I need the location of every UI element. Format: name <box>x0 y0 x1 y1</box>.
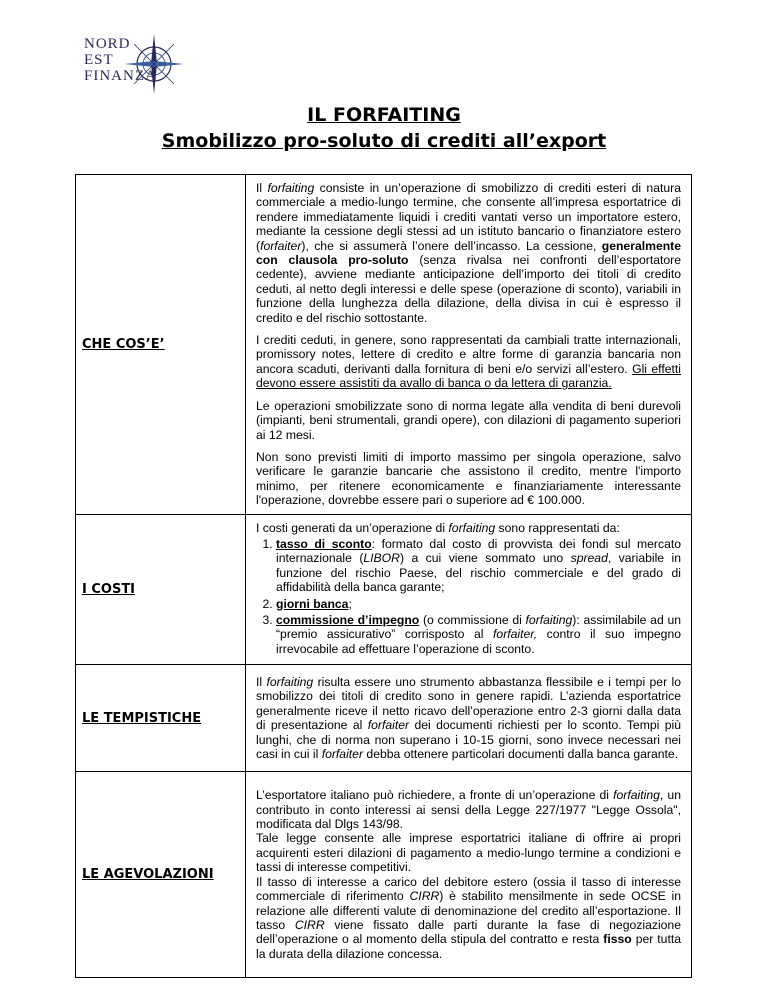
logo-text-nord: NORD <box>84 36 131 52</box>
paragraph: I crediti ceduti, in genere, sono rappresentati da cambiali tratte internazionali, promissory notes, lettere di credito e altre forme di garanzia bancaria non ancora scaduti, derivanti dalla fornitura di beni e/o servizi all’estero. Gli effetti devono essere assistiti da avallo di banca o da lettera di garanzia. <box>256 333 681 391</box>
paragraph: Le operazioni smobilizzate sono di norma legate alla vendita di beni durevoli (impianti, beni strumentali, grandi opere), con dilazioni di pagamento superiori ai 12 mesi. <box>256 398 681 442</box>
logo-text-finanza: FINANZA <box>84 68 157 84</box>
list-item: 2. giorni banca; <box>276 597 681 611</box>
row-tempistiche <box>76 665 692 772</box>
page-subtitle: Smobilizzo pro-soluto di crediti all’export <box>161 130 607 152</box>
info-table <box>75 174 692 978</box>
paragraph: Il tasso di interesse a carico del debitore estero (ossia il tasso di interesse commerciale di riferimento CIRR) è stabilito mensilmente in sede OCSE in relazione alle differenti valute di denominazione del credito all’esportazione. Il tasso CIRR viene fissato dalle parti durante la fase di negoziazione dell’operazione o al momento della stipula del contratto e resta fisso per tutta la durata della dilazione concessa. <box>256 874 681 961</box>
content-tempistiche <box>246 665 692 772</box>
company-logo <box>78 30 188 100</box>
label-agevolazioni: LE AGEVOLAZIONI <box>76 772 246 978</box>
row-agevolazioni <box>76 772 692 978</box>
content-che-cose <box>246 175 692 515</box>
paragraph: Non sono previsti limiti di importo massimo per singola operazione, salvo verificare le garanzie bancarie che assistono il credito, mentre l'importo minimo, per ritenere economicamente e finanziariamente interessante l'operazione, dovrebbe essere pari o superiore ad € 100.000. <box>256 449 681 508</box>
costi-list <box>256 537 681 656</box>
content-agevolazioni <box>246 772 692 978</box>
row-costi <box>76 514 692 665</box>
label-che-cose: CHE COS’E’ <box>76 175 246 515</box>
content-costi <box>246 514 692 665</box>
list-item: 3. commissione d’impegno (o commissione di forfaiting): assimilabile ad un “premio assicurativo” corrisposto al forfaiter, contro il suo impegno irrevocabile ad effettuare l’operazione di sconto. <box>276 613 681 656</box>
paragraph: Tale legge consente alle imprese esportatrici italiane di offrire ai propri acquirenti esteri dilazioni di pagamento a medio-lungo termine a condizioni e tassi di interesse competitivi. <box>256 831 681 875</box>
row-che-cose <box>76 175 692 515</box>
page-title: IL FORFAITING <box>307 104 461 126</box>
label-costi: I COSTI <box>76 514 246 665</box>
paragraph: Il forfaiting consiste in un’operazione di smobilizzo di crediti esteri di natura commerciale a medio-lungo termine, che consente all’impresa esportatrice di rendere immediatamente liquidi i crediti vantati verso un importatore estero, mediante la cessione degli stessi ad un istituto bancario o finanziatore estero (forfaiter), che si assumerà l’onere dell’incasso. La cessione, generalmente con clausola pro-soluto (senza rivalsa nei confronti dell’esportatore cedente), avviene mediante anticipazione dell’importo dei titoli di credito ceduti, al netto degli interessi e delle spese (operazione di sconto), variabili in funzione della lunghezza della dilazione, della divisa in cui è espresso il credito e del rischio sottostante. <box>256 181 681 325</box>
label-tempistiche: LE TEMPISTICHE <box>76 665 246 772</box>
paragraph: L’esportatore italiano può richiedere, a fronte di un’operazione di forfaiting, un contributo in conto interessi ai sensi della Legge 227/1977 "Legge Ossola", modificata dal Dlgs 143/98. <box>256 788 681 832</box>
paragraph: Il forfaiting risulta essere uno strumento abbastanza flessibile e i tempi per lo smobilizzo dei titoli di credito sono in genere rapidi. L’azienda esportatrice generalmente riceve il netto ricavo dell’operazione entro 2-3 giorni dalla data di presentazione al forfaiter dei documenti richiesti per lo sconto. Tempi più lunghi, che di norma non superano i 10-15 giorni, sono invece necessari nei casi in cui il forfaiter debba ottenere particolari documenti dalla banca garante. <box>256 674 681 761</box>
logo-text-est: EST <box>84 52 114 68</box>
list-item: 1. tasso di sconto: formato dal costo di provvista dei fondi sul mercato internazionale (LIBOR) a cui viene sommato uno spread, variabile in funzione del rischio Paese, del rischio commerciale e del grado di affidabilità della banca garante; <box>276 537 681 595</box>
costi-intro: I costi generati da un’operazione di forfaiting sono rappresentati da: <box>256 520 620 535</box>
